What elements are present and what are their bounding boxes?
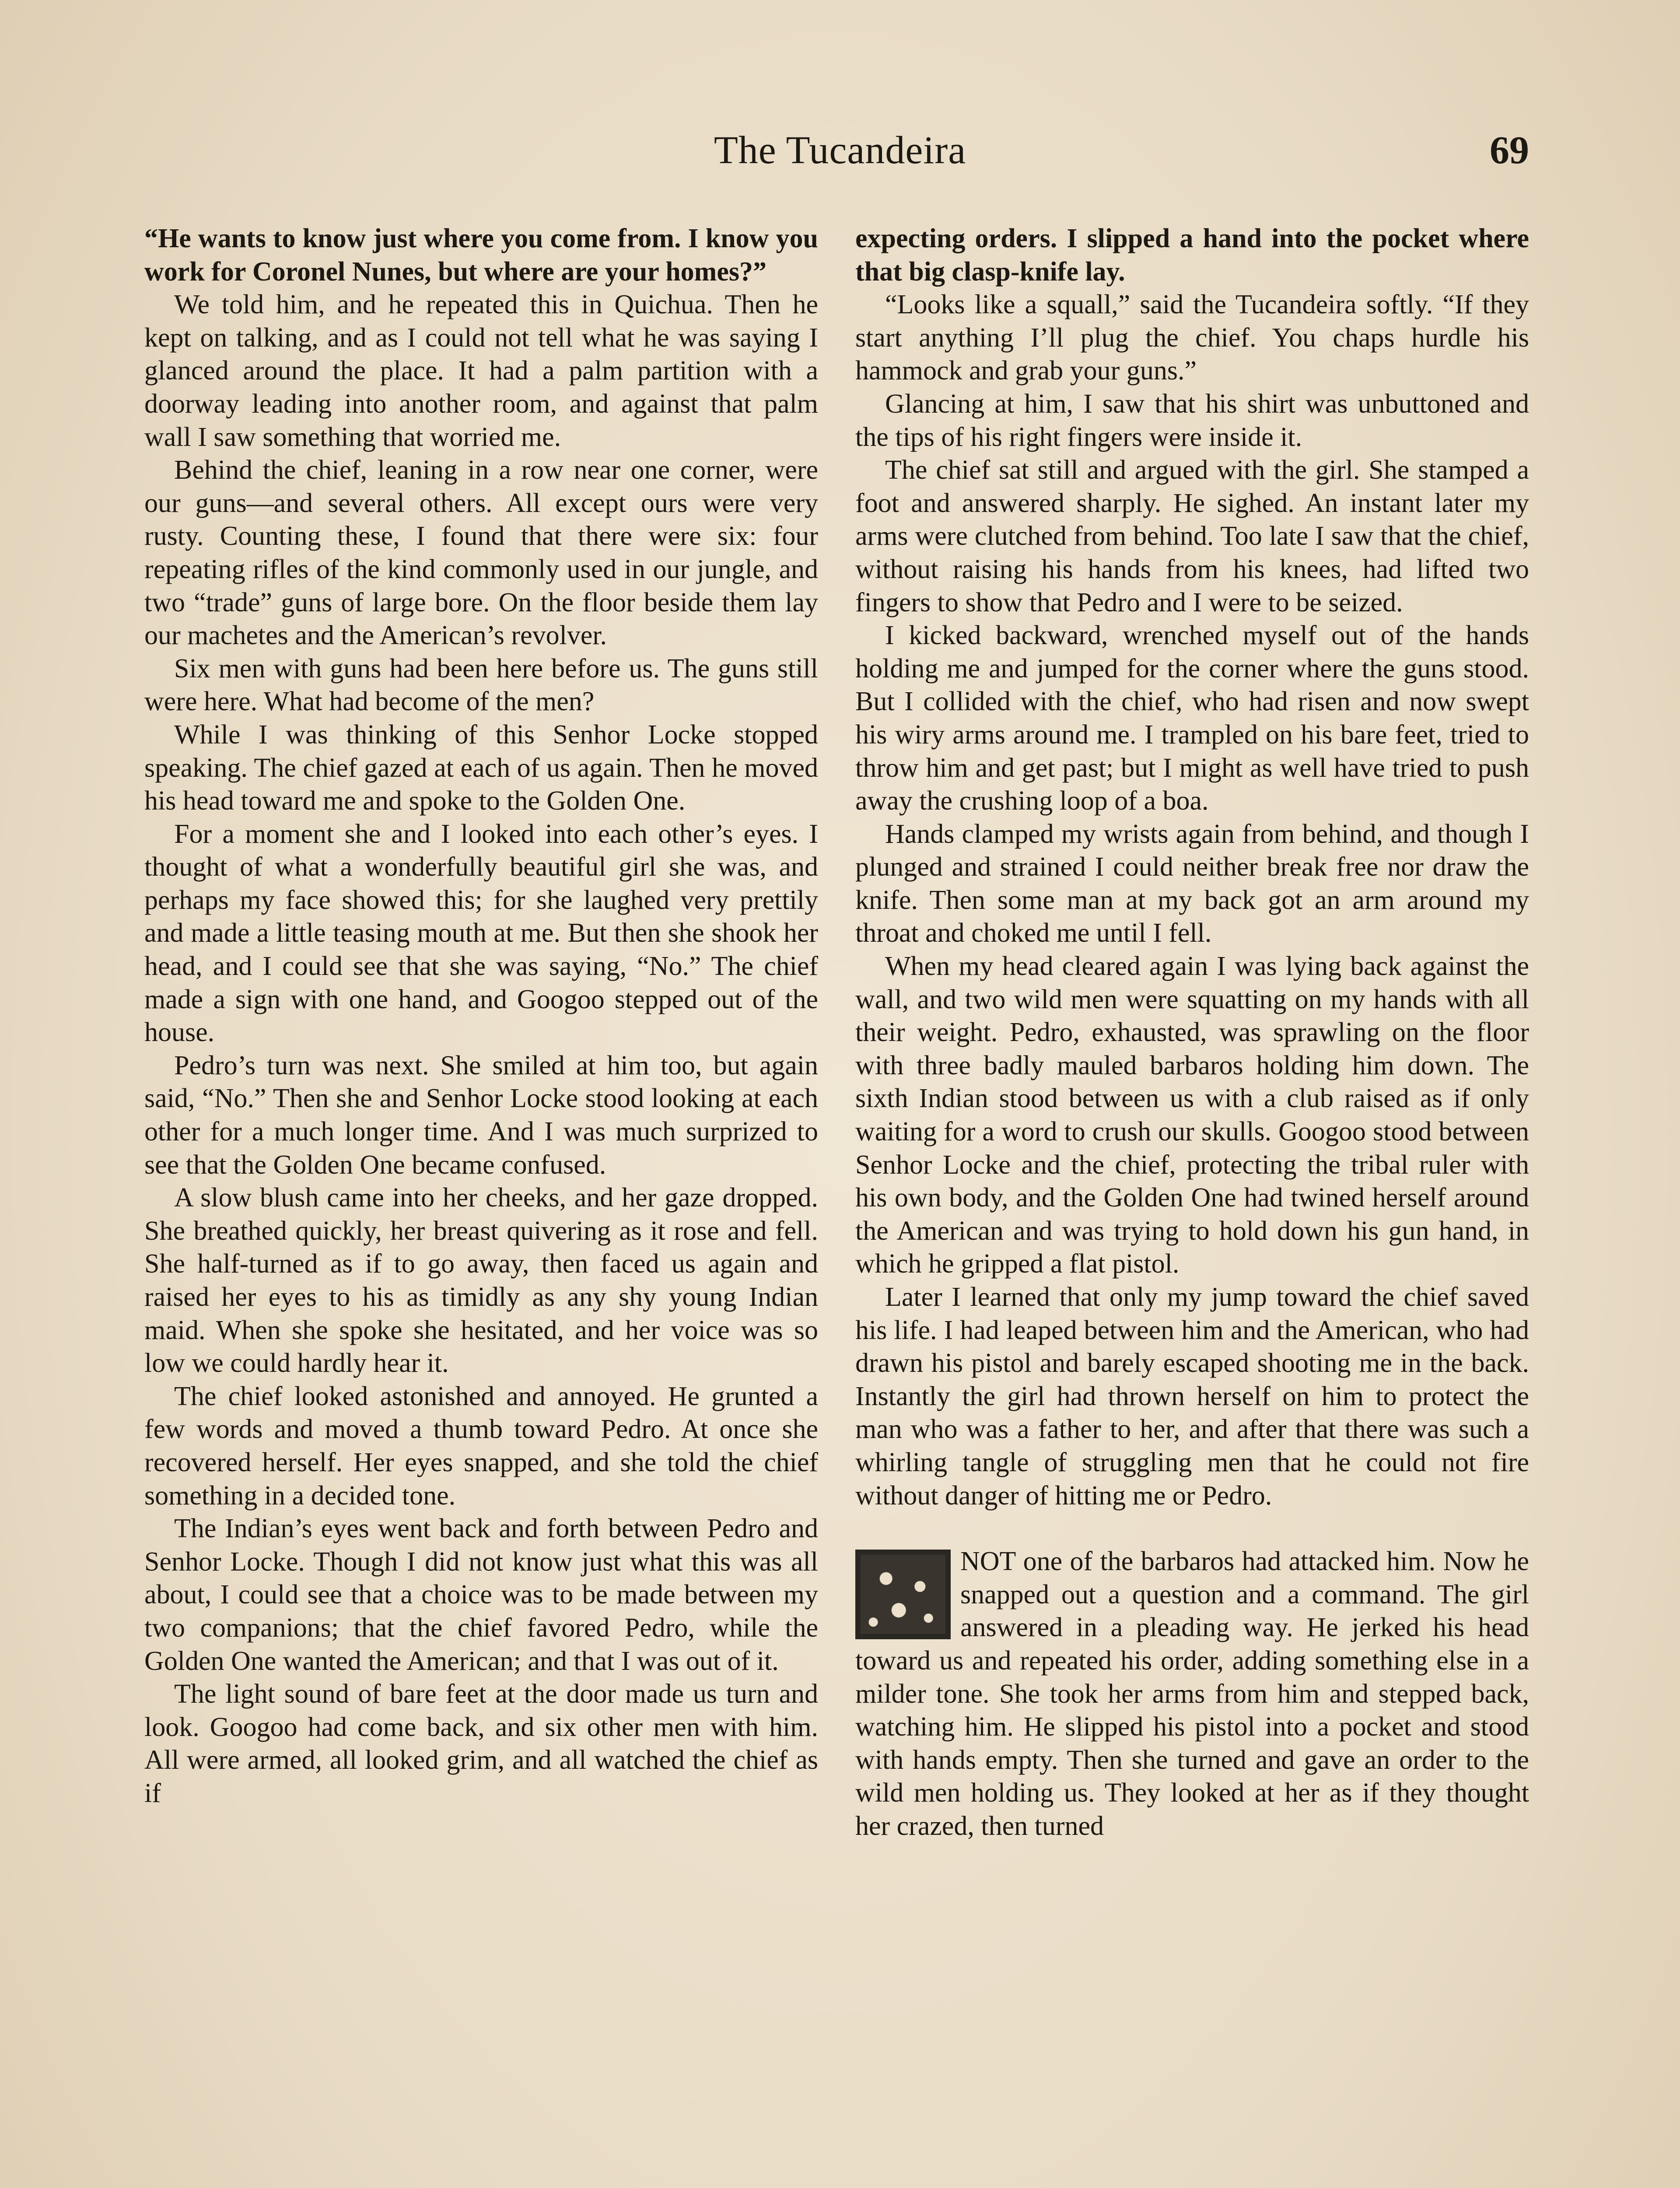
paragraph: While I was thinking of this Senhor Locke stopped speaking. The chief gazed at each of us again. Then he moved his head toward me and spoke to the Golden One. <box>144 719 818 816</box>
paragraph: Six men with guns had been here before us. The guns still were here. What had become of the men? <box>144 653 818 717</box>
page-title: The Tucandeira <box>714 129 966 172</box>
page-number: 69 <box>1490 129 1529 172</box>
paragraph: Hands clamped my wrists again from behind, and though I plunged and strained I could neither break free nor draw the knife. Then some man at my back got an arm around my throat and choked me until I fell. <box>855 819 1529 948</box>
paragraph: The light sound of bare feet at the door made us turn and look. Googoo had come back, and six other men with him. All were armed, all looked grim, and all watched the chief as if <box>144 1679 818 1808</box>
paragraph: Behind the chief, leaning in a row near one corner, were our guns—and several others. All except ours were very rusty. Counting these, I found that there were six: four repeating rifles of the kind commonly used in our jungle, and two “trade” guns of large bore. On the floor beside them lay our machetes and the American’s revolver. <box>144 455 818 651</box>
paragraph: Pedro’s turn was next. She smiled at him too, but again said, “No.” Then she and Senhor Locke stood looking at each other for a much longer time. And I was much surprized to see that the Golden One became confused. <box>144 1050 818 1180</box>
paragraph: The chief sat still and argued with the girl. She stamped a foot and answered sharply. He sighed. An instant later my arms were clutched from behind. Too late I saw that the chief, without raising his hands from his knees, had lifted two fingers to show that Pedro and I were to be seized. <box>855 455 1529 617</box>
paragraph: I kicked backward, wrenched myself out of the hands holding me and jumped for the corner where the guns stood. But I collided with the chief, who had risen and now swept his wiry arms around me. I trampled on his bare feet, tried to throw him and get past; but I might as well have tried to push away the crushing loop of a boa. <box>855 621 1529 816</box>
left-column <box>144 222 818 2188</box>
paragraph: When my head cleared again I was lying back against the wall, and two wild men were squatting on my hands with all their weight. Pedro, exhausted, was sprawling on the floor with three badly mauled barbaros holding him down. The sixth Indian stood between us with a club raised as if only waiting for a word to crush our skulls. Googoo stood between Senhor Locke and the chief, protecting the tribal ruler with his own body, and the Golden One had twined herself around the American and was trying to hold down his gun hand, in which he gripped a flat pistol. <box>855 951 1529 1279</box>
paragraph: “Looks like a squall,” said the Tucandeira softly. “If they start anything I’ll plug the chief. You chaps hurdle his hammock and grab your guns.” <box>855 290 1529 386</box>
paragraph: For a moment she and I looked into each other’s eyes. I thought of what a wonderfully beautiful girl she was, and perhaps my face showed this; for she laughed very prettily and made a little teasing mouth at me. But then she shook her head, and I could see that she was saying, “No.” The chief made a sign with one hand, and Googoo stepped out of the house. <box>144 819 818 1048</box>
paragraph: The Indian’s eyes went back and forth between Pedro and Senhor Locke. Though I did not know just what this was all about, I could see that a choice was to be made between my two companions; that the chief favored Pedro, while the Golden One wanted the American; and that I was out of it. <box>144 1514 818 1676</box>
paragraph: The chief looked astonished and annoyed. He grunted a few words and moved a thumb toward Pedro. At once she recovered herself. Her eyes snapped, and she told the chief something in a decided tone. <box>144 1381 818 1511</box>
paragraph: Glancing at him, I saw that his shirt was unbuttoned and the tips of his right fingers were inside it. <box>855 389 1529 452</box>
ornament-icon <box>855 1550 951 1639</box>
paragraph: expecting orders. I slipped a hand into the pocket where that big clasp-knife lay. <box>855 224 1529 287</box>
paragraph: A slow blush came into her cheeks, and her gaze dropped. She breathed quickly, her breast quivering as it rose and fell. She half-turned as if to go away, then faced us again and raised her eyes to his as timidly as any shy young Indian maid. When she spoke she hesitated, and her voice was so low we could hardly hear it. <box>144 1183 818 1378</box>
section-start-paragraph <box>855 1545 1529 1843</box>
paragraph-text: NOT one of the barbaros had attacked him. Now he snapped out a question and a command. The girl answered in a pleading way. He jerked his head toward us and repeated his order, adding something else in a milder tone. She took her arms from him and stepped back, watching him. He slipped his pistol into a pocket and stood with hands empty. Then she turned and gave an order to the wild men holding us. They looked at her as if they thought her crazed, then turned <box>855 1546 1529 1841</box>
paragraph: “He wants to know just where you come from. I know you work for Coronel Nunes, but where are your homes?” <box>144 224 818 287</box>
right-column <box>855 222 1529 2188</box>
paragraph: Later I learned that only my jump toward the chief saved his life. I had leaped between him and the American, who had drawn his pistol and barely escaped shooting me in the back. Instantly the girl had thrown herself on him to protect the man who was a father to her, and after that there was such a whirling tangle of struggling men that he could not fire without danger of hitting me or Pedro. <box>855 1282 1529 1511</box>
paragraph: We told him, and he repeated this in Quichua. Then he kept on talking, and as I could not tell what he was saying I glanced around the place. It had a palm partition with a doorway leading into another room, and against that palm wall I saw something that worried me. <box>144 290 818 452</box>
